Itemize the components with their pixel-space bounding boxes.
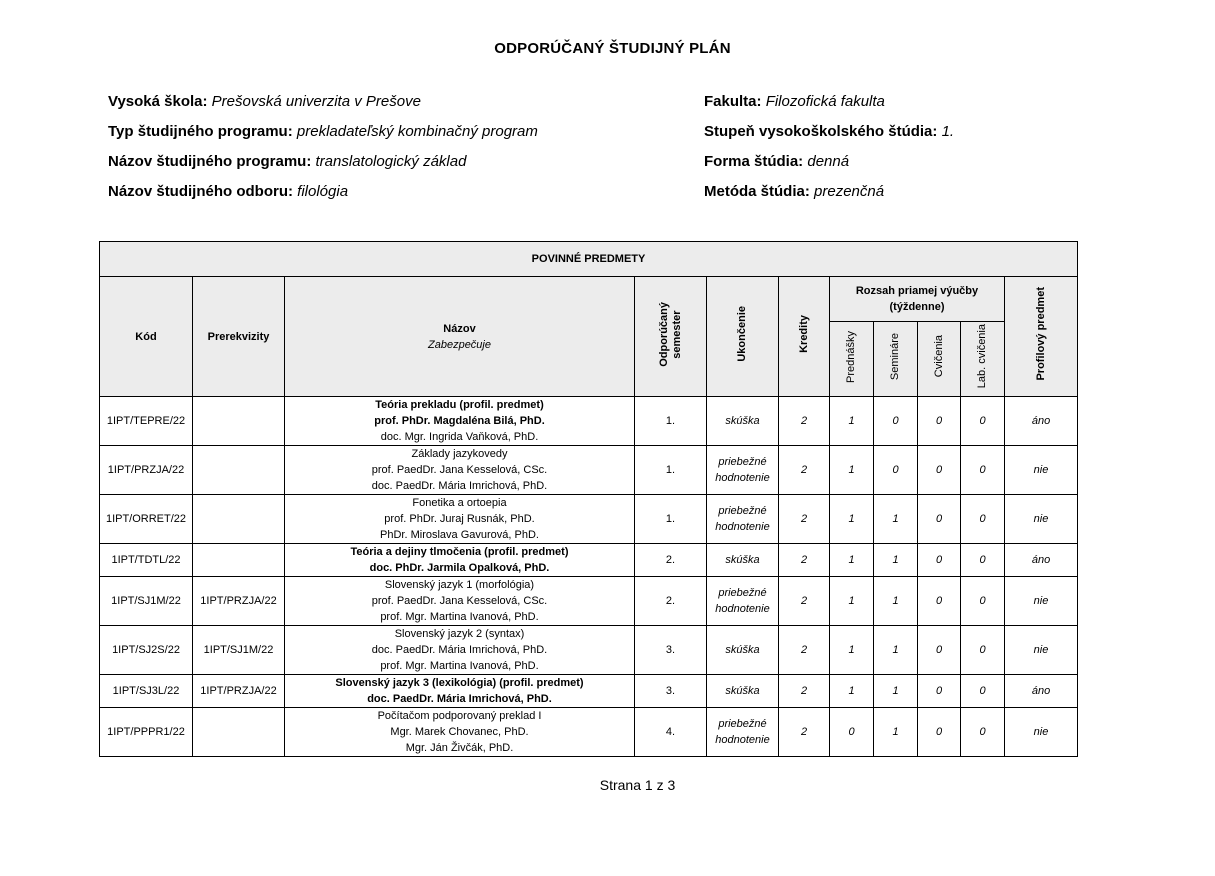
course-profile: nie bbox=[1005, 577, 1078, 626]
course-seminars: 1 bbox=[874, 675, 918, 708]
table-row bbox=[100, 626, 1078, 675]
course-prerequisite bbox=[193, 495, 285, 544]
meta-university: Vysoká škola: Prešovská univerzita v Prešove bbox=[108, 93, 421, 110]
course-teacher: Mgr. Ján Živčák, PhD. bbox=[405, 742, 514, 754]
course-seminars: 1 bbox=[874, 544, 918, 577]
course-name-teachers bbox=[285, 446, 635, 495]
course-teacher: doc. PaedDr. Mária Imrichová, PhD. bbox=[371, 480, 548, 492]
course-completion: skúška bbox=[707, 544, 779, 577]
course-completion: skúška bbox=[707, 675, 779, 708]
course-semester: 1. bbox=[635, 495, 707, 544]
course-exercises: 0 bbox=[918, 708, 961, 757]
course-name-teachers bbox=[285, 577, 635, 626]
table-row bbox=[100, 495, 1078, 544]
course-completion: priebežné hodnotenie bbox=[707, 495, 779, 544]
course-prerequisite bbox=[193, 708, 285, 757]
course-completion: priebežné hodnotenie bbox=[707, 708, 779, 757]
course-prerequisite bbox=[193, 446, 285, 495]
course-seminars: 1 bbox=[874, 577, 918, 626]
meta-study-form: Forma štúdia: denná bbox=[704, 153, 850, 170]
course-completion: priebežné hodnotenie bbox=[707, 577, 779, 626]
course-teacher: PhDr. Miroslava Gavurová, PhD. bbox=[380, 529, 539, 541]
course-lectures: 0 bbox=[830, 708, 874, 757]
course-name-teachers bbox=[285, 495, 635, 544]
course-code: 1IPT/TEPRE/22 bbox=[100, 397, 193, 446]
course-semester: 2. bbox=[635, 544, 707, 577]
course-lectures: 1 bbox=[830, 675, 874, 708]
course-credits: 2 bbox=[779, 397, 830, 446]
course-lectures: 1 bbox=[830, 397, 874, 446]
table-row bbox=[100, 446, 1078, 495]
course-prerequisite: 1IPT/PRZJA/22 bbox=[193, 577, 285, 626]
course-title: Teória a dejiny tlmočenia (profil. predmet) bbox=[350, 546, 569, 558]
course-prerequisite bbox=[193, 544, 285, 577]
header-lab-exercises: Lab. cvičenia bbox=[961, 322, 1005, 397]
header-teaching-scope: Rozsah priamej výučby (týždenne) bbox=[830, 277, 1005, 322]
course-profile: áno bbox=[1005, 544, 1078, 577]
document-title: ODPORÚČANÝ ŠTUDIJNÝ PLÁN bbox=[494, 40, 731, 57]
table-row bbox=[100, 675, 1078, 708]
meta-field-of-study: Názov študijného odboru: filológia bbox=[108, 183, 349, 200]
study-plan-table bbox=[99, 241, 1078, 757]
course-semester: 2. bbox=[635, 577, 707, 626]
course-prerequisite bbox=[193, 397, 285, 446]
course-exercises: 0 bbox=[918, 675, 961, 708]
course-credits: 2 bbox=[779, 446, 830, 495]
course-exercises: 0 bbox=[918, 446, 961, 495]
course-exercises: 0 bbox=[918, 495, 961, 544]
course-credits: 2 bbox=[779, 577, 830, 626]
course-code: 1IPT/PRZJA/22 bbox=[100, 446, 193, 495]
course-teacher: prof. Mgr. Martina Ivanová, PhD. bbox=[380, 611, 539, 623]
meta-faculty: Fakulta: Filozofická fakulta bbox=[704, 93, 885, 110]
header-completion: Ukončenie bbox=[707, 277, 779, 397]
course-profile: áno bbox=[1005, 397, 1078, 446]
course-code: 1IPT/SJ2S/22 bbox=[100, 626, 193, 675]
course-profile: nie bbox=[1005, 495, 1078, 544]
course-credits: 2 bbox=[779, 495, 830, 544]
course-credits: 2 bbox=[779, 626, 830, 675]
course-prerequisite: 1IPT/SJ1M/22 bbox=[193, 626, 285, 675]
course-code: 1IPT/TDTL/22 bbox=[100, 544, 193, 577]
course-code: 1IPT/SJ1M/22 bbox=[100, 577, 193, 626]
course-completion: priebežné hodnotenie bbox=[707, 446, 779, 495]
header-credits: Kredity bbox=[779, 277, 830, 397]
course-teacher: prof. Mgr. Martina Ivanová, PhD. bbox=[380, 660, 539, 672]
course-teacher: doc. Mgr. Ingrida Vaňková, PhD. bbox=[380, 431, 539, 443]
course-title: Fonetika a ortoepia bbox=[412, 497, 507, 509]
course-teacher: prof. PhDr. Magdaléna Bilá, PhD. bbox=[374, 415, 545, 427]
course-lectures: 1 bbox=[830, 544, 874, 577]
course-profile: áno bbox=[1005, 675, 1078, 708]
course-teacher: prof. PhDr. Juraj Rusnák, PhD. bbox=[384, 513, 535, 525]
header-exercises: Cvičenia bbox=[918, 322, 961, 397]
table-row bbox=[100, 544, 1078, 577]
course-exercises: 0 bbox=[918, 577, 961, 626]
course-lab-exercises: 0 bbox=[961, 708, 1005, 757]
course-title: Slovenský jazyk 2 (syntax) bbox=[394, 628, 525, 640]
meta-program-name: Názov študijného programu: translatologický základ bbox=[108, 153, 467, 170]
course-lab-exercises: 0 bbox=[961, 397, 1005, 446]
course-credits: 2 bbox=[779, 544, 830, 577]
course-name-teachers bbox=[285, 397, 635, 446]
table-row bbox=[100, 397, 1078, 446]
header-prerequisites: Prerekvizity bbox=[193, 277, 285, 397]
course-prerequisite: 1IPT/PRZJA/22 bbox=[193, 675, 285, 708]
course-completion: skúška bbox=[707, 397, 779, 446]
course-lab-exercises: 0 bbox=[961, 626, 1005, 675]
course-credits: 2 bbox=[779, 708, 830, 757]
course-credits: 2 bbox=[779, 675, 830, 708]
meta-study-level: Stupeň vysokoškolského štúdia: 1. bbox=[704, 123, 955, 140]
course-seminars: 1 bbox=[874, 626, 918, 675]
course-seminars: 1 bbox=[874, 495, 918, 544]
course-teacher: doc. PaedDr. Mária Imrichová, PhD. bbox=[371, 644, 548, 656]
course-semester: 1. bbox=[635, 397, 707, 446]
course-title: Slovenský jazyk 3 (lexikológia) (profil. predmet) bbox=[335, 677, 584, 689]
course-teacher: prof. PaedDr. Jana Kesselová, CSc. bbox=[371, 595, 548, 607]
course-completion: skúška bbox=[707, 626, 779, 675]
course-profile: nie bbox=[1005, 708, 1078, 757]
course-exercises: 0 bbox=[918, 544, 961, 577]
course-name-teachers bbox=[285, 544, 635, 577]
course-teacher: doc. PaedDr. Mária Imrichová, PhD. bbox=[367, 693, 552, 705]
course-title: Teória prekladu (profil. predmet) bbox=[375, 399, 544, 411]
header-semester: Odporúčaný semester bbox=[635, 277, 707, 397]
course-code: 1IPT/PPPR1/22 bbox=[100, 708, 193, 757]
course-seminars: 0 bbox=[874, 397, 918, 446]
course-semester: 3. bbox=[635, 675, 707, 708]
course-teacher: prof. PaedDr. Jana Kesselová, CSc. bbox=[371, 464, 548, 476]
course-lab-exercises: 0 bbox=[961, 577, 1005, 626]
course-name-teachers bbox=[285, 626, 635, 675]
course-semester: 4. bbox=[635, 708, 707, 757]
course-exercises: 0 bbox=[918, 626, 961, 675]
meta-study-method: Metóda štúdia: prezenčná bbox=[704, 183, 885, 200]
header-name: Názov Zabezpečuje bbox=[285, 277, 635, 397]
course-code: 1IPT/ORRET/22 bbox=[100, 495, 193, 544]
course-exercises: 0 bbox=[918, 397, 961, 446]
course-title: Slovenský jazyk 1 (morfológia) bbox=[384, 579, 535, 591]
course-lectures: 1 bbox=[830, 626, 874, 675]
course-profile: nie bbox=[1005, 446, 1078, 495]
course-semester: 1. bbox=[635, 446, 707, 495]
course-lab-exercises: 0 bbox=[961, 544, 1005, 577]
course-name-teachers bbox=[285, 708, 635, 757]
course-seminars: 1 bbox=[874, 708, 918, 757]
course-lectures: 1 bbox=[830, 495, 874, 544]
table-row bbox=[100, 577, 1078, 626]
header-code: Kód bbox=[100, 277, 193, 397]
course-teacher: doc. PhDr. Jarmila Opalková, PhD. bbox=[369, 562, 550, 574]
course-semester: 3. bbox=[635, 626, 707, 675]
course-seminars: 0 bbox=[874, 446, 918, 495]
course-profile: nie bbox=[1005, 626, 1078, 675]
course-lab-exercises: 0 bbox=[961, 446, 1005, 495]
header-seminars: Semináre bbox=[874, 322, 918, 397]
table-row bbox=[100, 708, 1078, 757]
course-lab-exercises: 0 bbox=[961, 495, 1005, 544]
course-title: Počítačom podporovaný preklad I bbox=[377, 710, 542, 722]
section-title: POVINNÉ PREDMETY bbox=[100, 242, 1078, 277]
course-lectures: 1 bbox=[830, 577, 874, 626]
meta-program-type: Typ študijného programu: prekladateľský kombinačný program bbox=[108, 123, 538, 140]
header-profile-subject: Profilový predmet bbox=[1005, 277, 1078, 397]
course-name-teachers bbox=[285, 675, 635, 708]
course-lectures: 1 bbox=[830, 446, 874, 495]
page-number: Strana 1 z 3 bbox=[599, 777, 676, 793]
header-lectures: Prednášky bbox=[830, 322, 874, 397]
course-title: Základy jazykovedy bbox=[411, 448, 508, 460]
course-teacher: Mgr. Marek Chovanec, PhD. bbox=[390, 726, 529, 738]
course-lab-exercises: 0 bbox=[961, 675, 1005, 708]
course-code: 1IPT/SJ3L/22 bbox=[100, 675, 193, 708]
